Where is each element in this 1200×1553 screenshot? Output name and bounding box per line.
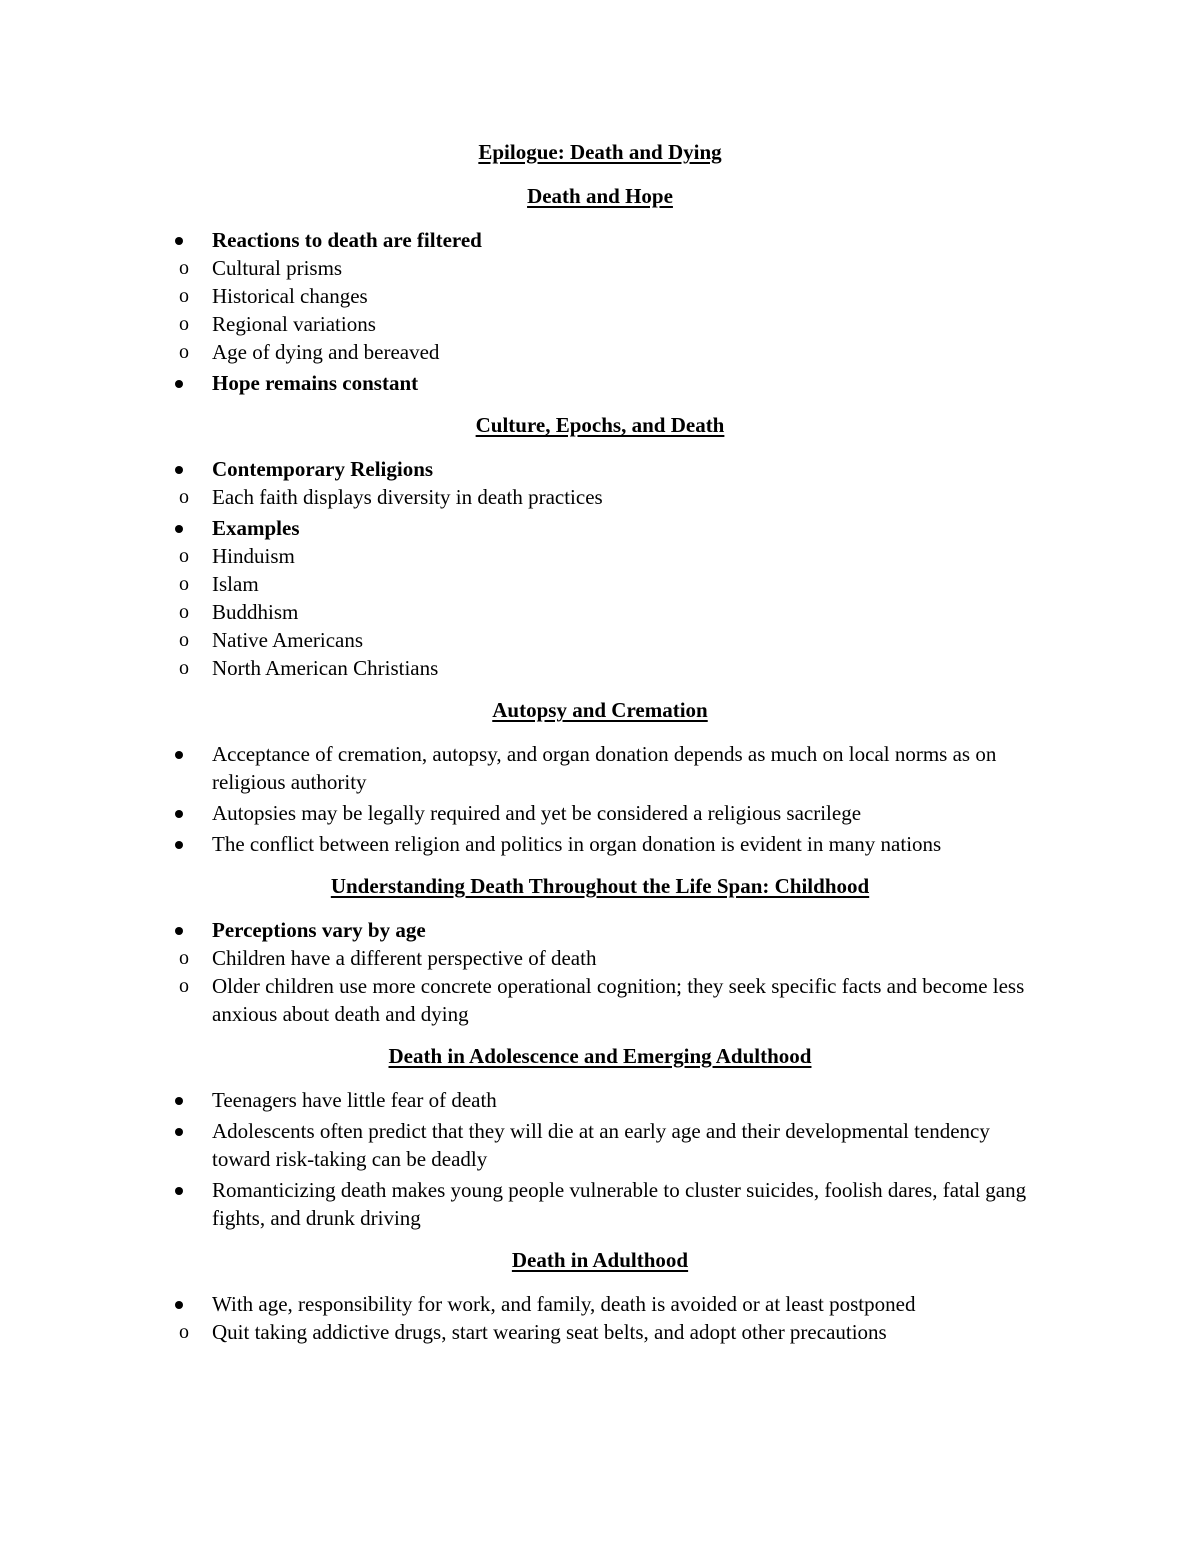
circle-bullet-icon: o	[179, 486, 189, 508]
list-item-text: Perceptions vary by age	[212, 918, 426, 942]
sub-list	[142, 944, 1040, 1028]
sub-list	[142, 254, 1040, 366]
circle-bullet-icon: o	[179, 341, 189, 363]
sections-container	[0, 182, 1200, 1346]
bullet-list	[0, 1086, 1200, 1232]
sub-list-item	[142, 282, 1040, 310]
list-item-text: With age, responsibility for work, and family, death is avoided or at least postponed	[212, 1292, 916, 1316]
sub-list-item-text: North American Christians	[212, 656, 439, 680]
sub-list-item-text: Native Americans	[212, 628, 364, 652]
list-item-text: Contemporary Religions	[212, 457, 434, 481]
bullet-dot-icon	[175, 380, 183, 388]
list-item	[0, 740, 1200, 796]
sub-list-item	[142, 654, 1040, 682]
sub-list-item	[142, 542, 1040, 570]
circle-bullet-icon: o	[179, 257, 189, 279]
document-content	[0, 138, 1200, 1349]
bullet-list	[0, 740, 1200, 858]
sub-list-item	[142, 1318, 1040, 1346]
circle-bullet-icon: o	[179, 545, 189, 567]
section-heading: Culture, Epochs, and Death	[475, 413, 725, 437]
sub-list-item-text: Islam	[212, 572, 259, 596]
sub-list-item	[142, 338, 1040, 366]
sub-list-item	[142, 310, 1040, 338]
bullet-dot-icon	[175, 841, 183, 849]
list-item	[0, 830, 1200, 858]
bullet-list	[0, 226, 1200, 397]
circle-bullet-icon: o	[179, 947, 189, 969]
list-item	[0, 369, 1200, 397]
section-heading: Understanding Death Throughout the Life Span: Childhood	[330, 874, 870, 898]
bullet-dot-icon	[175, 810, 183, 818]
section-heading: Death and Hope	[527, 184, 673, 208]
section-heading: Death in Adolescence and Emerging Adulthood	[388, 1044, 812, 1068]
list-item	[0, 1176, 1200, 1232]
list-item	[0, 455, 1200, 511]
circle-bullet-icon: o	[179, 313, 189, 335]
bullet-dot-icon	[175, 237, 183, 245]
list-item-text: The conflict between religion and politics in organ donation is evident in many nations	[212, 832, 942, 856]
bullet-dot-icon	[175, 1128, 183, 1136]
list-item-text: Teenagers have little fear of death	[212, 1088, 497, 1112]
sub-list-item-text: Buddhism	[212, 600, 299, 624]
sub-list-item-text: Quit taking addictive drugs, start wearing seat belts, and adopt other precautions	[212, 1320, 887, 1344]
bullet-dot-icon	[175, 1097, 183, 1105]
bullet-list	[0, 916, 1200, 1028]
list-item-text: Adolescents often predict that they will die at an early age and their developmental tendency toward risk-taking can be deadly	[212, 1119, 990, 1171]
list-item	[0, 799, 1200, 827]
list-item	[0, 1086, 1200, 1114]
sub-list-item-text: Regional variations	[212, 312, 376, 336]
circle-bullet-icon: o	[179, 629, 189, 651]
bullet-list	[0, 455, 1200, 682]
sub-list	[142, 542, 1040, 682]
circle-bullet-icon: o	[179, 1321, 189, 1343]
list-item-text: Acceptance of cremation, autopsy, and organ donation depends as much on local norms as on religious authority	[212, 742, 997, 794]
list-item-text: Autopsies may be legally required and yet be considered a religious sacrilege	[212, 801, 862, 825]
list-item	[0, 1117, 1200, 1173]
sub-list-item	[142, 598, 1040, 626]
sub-list-item-text: Older children use more concrete operational cognition; they seek specific facts and become less anxious about death and dying	[212, 974, 1025, 1026]
sub-list-item	[142, 944, 1040, 972]
list-item	[0, 514, 1200, 682]
bullet-dot-icon	[175, 1301, 183, 1309]
list-item-text: Romanticizing death makes young people vulnerable to cluster suicides, foolish dares, fatal gang fights, and drunk driving	[212, 1178, 1027, 1230]
sub-list-item	[142, 626, 1040, 654]
sub-list	[142, 1318, 1040, 1346]
circle-bullet-icon: o	[179, 601, 189, 623]
sub-list-item	[142, 570, 1040, 598]
sub-list-item	[142, 483, 1040, 511]
sub-list-item-text: Historical changes	[212, 284, 368, 308]
bullet-dot-icon	[175, 751, 183, 759]
bullet-dot-icon	[175, 1187, 183, 1195]
sub-list-item-text: Hinduism	[212, 544, 295, 568]
section-heading: Autopsy and Cremation	[492, 698, 708, 722]
sub-list-item	[142, 972, 1040, 1028]
bullet-dot-icon	[175, 525, 183, 533]
list-item	[0, 916, 1200, 1028]
sub-list-item-text: Each faith displays diversity in death practices	[212, 485, 603, 509]
circle-bullet-icon: o	[179, 975, 189, 997]
bullet-dot-icon	[175, 927, 183, 935]
circle-bullet-icon: o	[179, 657, 189, 679]
section-heading: Death in Adulthood	[511, 1248, 689, 1272]
list-item-text: Examples	[212, 516, 300, 540]
bullet-dot-icon	[175, 466, 183, 474]
sub-list-item-text: Children have a different perspective of death	[212, 946, 597, 970]
sub-list	[142, 483, 1040, 511]
bullet-list	[0, 1290, 1200, 1346]
sub-list-item	[142, 254, 1040, 282]
document-title: Epilogue: Death and Dying	[478, 140, 722, 164]
list-item	[0, 1290, 1200, 1346]
circle-bullet-icon: o	[179, 285, 189, 307]
list-item-text: Reactions to death are filtered	[212, 228, 482, 252]
list-item	[0, 226, 1200, 366]
list-item-text: Hope remains constant	[212, 371, 419, 395]
sub-list-item-text: Age of dying and bereaved	[212, 340, 440, 364]
sub-list-item-text: Cultural prisms	[212, 256, 343, 280]
circle-bullet-icon: o	[179, 573, 189, 595]
